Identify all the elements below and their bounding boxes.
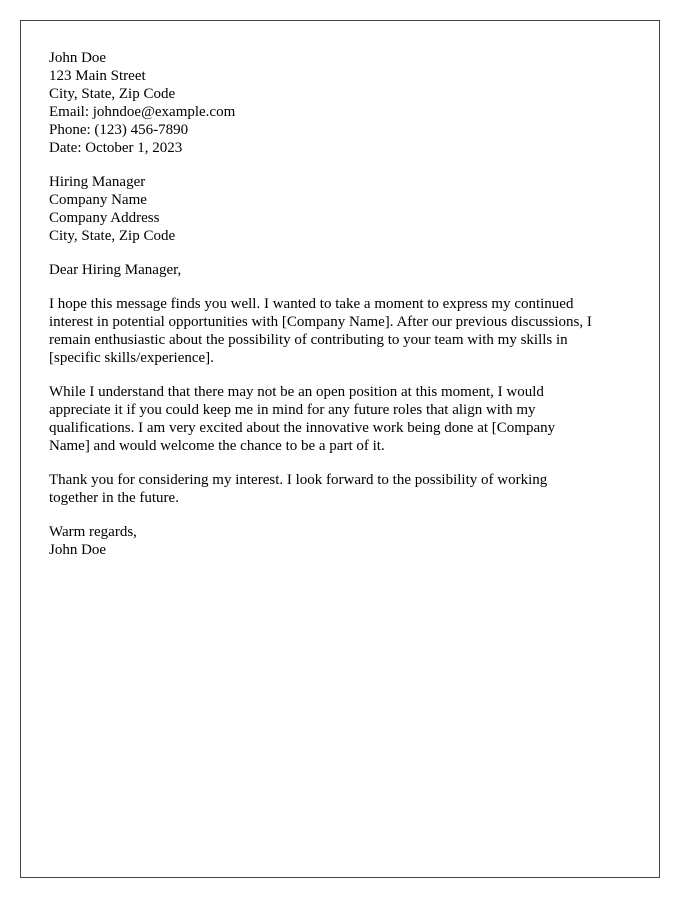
paragraph-line: I hope this message finds you well. I wanted to take a moment to express my continued — [49, 296, 574, 312]
closing-block — [49, 523, 615, 559]
valediction: Warm regards, — [49, 524, 137, 540]
recipient-title: Hiring Manager — [49, 174, 146, 190]
salutation: Dear Hiring Manager, — [49, 262, 182, 278]
signature-name: John Doe — [49, 542, 107, 558]
paragraph-line: interest in potential opportunities with [Company Name]. After our previous discussions, I — [49, 314, 592, 330]
recipient-company: Company Name — [49, 192, 147, 208]
sender-block — [49, 49, 615, 157]
sender-city-state-zip: City, State, Zip Code — [49, 86, 176, 102]
recipient-city-state-zip: City, State, Zip Code — [49, 228, 176, 244]
paragraph-line: Name] and would welcome the chance to be a part of it. — [49, 438, 385, 454]
sender-name: John Doe — [49, 50, 107, 66]
paragraph-line: remain enthusiastic about the possibility of contributing to your team with my skills in — [49, 332, 568, 348]
paragraph-line: qualifications. I am very excited about the innovative work being done at [Company — [49, 420, 556, 436]
body-paragraph-1 — [49, 295, 615, 367]
recipient-block — [49, 173, 615, 245]
salutation-block — [49, 261, 615, 279]
recipient-address: Company Address — [49, 210, 160, 226]
letter-date: Date: October 1, 2023 — [49, 140, 183, 156]
letter-page — [20, 20, 660, 878]
body-paragraph-3 — [49, 471, 615, 507]
paragraph-line: While I understand that there may not be an open position at this moment, I would — [49, 384, 544, 400]
paragraph-line: Thank you for considering my interest. I look forward to the possibility of working — [49, 472, 548, 488]
paragraph-line: together in the future. — [49, 490, 179, 506]
paragraph-line: [specific skills/experience]. — [49, 350, 214, 366]
sender-phone: Phone: (123) 456-7890 — [49, 122, 189, 138]
sender-email: Email: johndoe@example.com — [49, 104, 236, 120]
body-paragraph-2 — [49, 383, 615, 455]
letter-content — [49, 49, 615, 575]
sender-street: 123 Main Street — [49, 68, 146, 84]
paragraph-line: appreciate it if you could keep me in mind for any future roles that align with my — [49, 402, 536, 418]
